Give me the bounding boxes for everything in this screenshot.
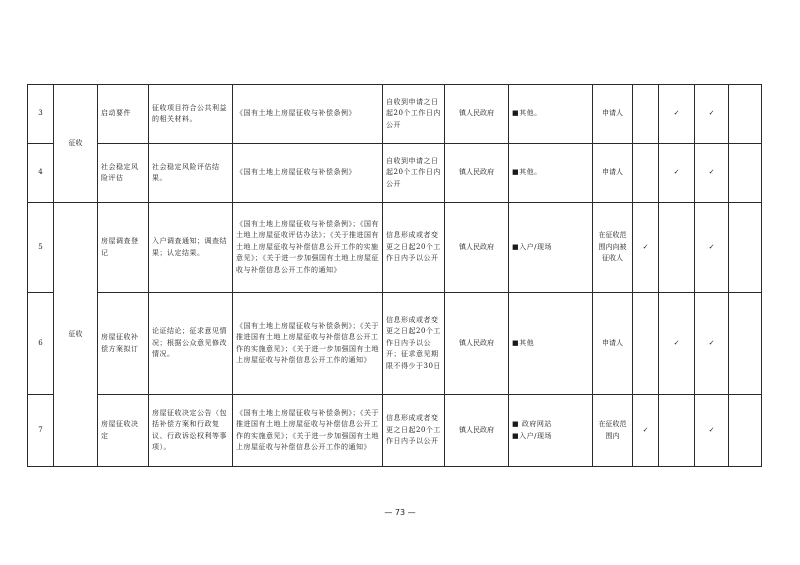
col-d-cell: [729, 203, 762, 293]
content-cell: 社会稳定风险评估结果。: [149, 144, 233, 203]
col-a-cell: [633, 293, 659, 395]
item-cell: 房屋征收决定: [98, 395, 149, 467]
subject-cell: 镇人民政府: [445, 395, 509, 467]
channel-cell: [509, 293, 593, 395]
scope-cell: 申请人: [593, 144, 633, 203]
table-row: [28, 293, 762, 395]
row-number: 7: [28, 395, 54, 467]
item-cell: 房屋征收补偿方案拟订: [98, 293, 149, 395]
time-limit-cell: 信息形成或者变更之日起20个工作日内予以公开: [383, 395, 445, 467]
content-cell: 入户调查通知；调查结果；认定结果。: [149, 203, 233, 293]
table-row: [28, 395, 762, 467]
category-cell: 征收: [54, 203, 98, 467]
item-cell: 社会稳定风险评估: [98, 144, 149, 203]
channel-item: ■其他。: [512, 168, 542, 177]
table-row: [28, 203, 762, 293]
col-c-cell: ✓: [695, 144, 729, 203]
scope-cell: 在征收范围内: [593, 395, 633, 467]
basis-cell: 《国有土地上房屋征收与补偿条例》；《关于推进国有土地上房屋征收与补偿信息公开工作的实施意见》；《关于进一步加强国有土地上房屋征收与补偿信息公开工作的通知》: [233, 395, 383, 467]
col-a-cell: [633, 85, 659, 144]
channel-item: ■ 政府网站: [512, 420, 552, 428]
col-c-cell: ✓: [695, 293, 729, 395]
page-number: — 73 —: [384, 508, 416, 517]
col-c-cell: ✓: [695, 85, 729, 144]
row-number: 3: [28, 85, 54, 144]
col-c-cell: ✓: [695, 395, 729, 467]
col-b-cell: ✓: [659, 144, 695, 203]
time-limit-cell: 自收到申请之日起20个工作日内公开: [383, 144, 445, 203]
col-d-cell: [729, 293, 762, 395]
col-d-cell: [729, 395, 762, 467]
content-cell: 征收项目符合公共利益的相关材料。: [149, 85, 233, 144]
time-limit-cell: 信息形成或者变更之日起20个工作日内予以公开: [383, 203, 445, 293]
basis-cell: 《国有土地上房屋征收与补偿条例》: [233, 85, 383, 144]
scope-cell: 申请人: [593, 293, 633, 395]
table-row: [28, 144, 762, 203]
content-cell: 房屋征收决定公告（包括补偿方案和行政复议、行政诉讼权利等事项）。: [149, 395, 233, 467]
channel-item: ■入户/现场: [512, 242, 552, 251]
col-a-cell: [633, 144, 659, 203]
subject-cell: 镇人民政府: [445, 85, 509, 144]
col-c-cell: ✓: [695, 203, 729, 293]
subject-cell: 镇人民政府: [445, 144, 509, 203]
table-row: [28, 85, 762, 144]
col-a-cell: ✓: [633, 395, 659, 467]
scope-cell: 申请人: [593, 85, 633, 144]
col-d-cell: [729, 144, 762, 203]
row-number: 4: [28, 144, 54, 203]
item-cell: 房屋调查登记: [98, 203, 149, 293]
col-a-cell: ✓: [633, 203, 659, 293]
channel-cell: [509, 395, 593, 467]
row-number: 6: [28, 293, 54, 395]
col-b-cell: ✓: [659, 293, 695, 395]
basis-cell: 《国有土地上房屋征收与补偿条例》: [233, 144, 383, 203]
col-d-cell: [729, 85, 762, 144]
subject-cell: 镇人民政府: [445, 293, 509, 395]
basis-cell: 《国有土地上房屋征收与补偿条例》；《关于推进国有土地上房屋征收与补偿信息公开工作的实施意见》；《关于进一步加强国有土地上房屋征收与补偿信息公开工作的通知》: [233, 293, 383, 395]
time-limit-cell: 信息形成或者变更之日起20个工作日内予以公开；征求意见期限不得少于30日: [383, 293, 445, 395]
disclosure-table: [27, 84, 762, 467]
channel-cell: [509, 85, 593, 144]
scope-cell: 在征收范围内向被征收人: [593, 203, 633, 293]
category-cell: 征收: [54, 85, 98, 203]
time-limit-cell: 自收到申请之日起20个工作日内公开: [383, 85, 445, 144]
row-number: 5: [28, 203, 54, 293]
col-b-cell: [659, 395, 695, 467]
channel-item: ■其他: [512, 338, 535, 347]
col-b-cell: [659, 203, 695, 293]
content-cell: 论证结论；征求意见情况；根据公众意见修改情况。: [149, 293, 233, 395]
col-b-cell: ✓: [659, 85, 695, 144]
channel-item: ■入户/现场: [512, 431, 552, 440]
basis-cell: 《国有土地上房屋征收与补偿条例》；《国有土地上房屋征收评估办法》；《关于推进国有土地上房屋征收与补偿信息公开工作的实施意见》；《关于进一步加强国有土地上房屋征收与补偿信息公开工作的通知》: [233, 203, 383, 293]
channel-item: ■其他。: [512, 109, 542, 118]
channel-cell: [509, 203, 593, 293]
item-cell: 启动要件: [98, 85, 149, 144]
subject-cell: 镇人民政府: [445, 203, 509, 293]
channel-cell: [509, 144, 593, 203]
